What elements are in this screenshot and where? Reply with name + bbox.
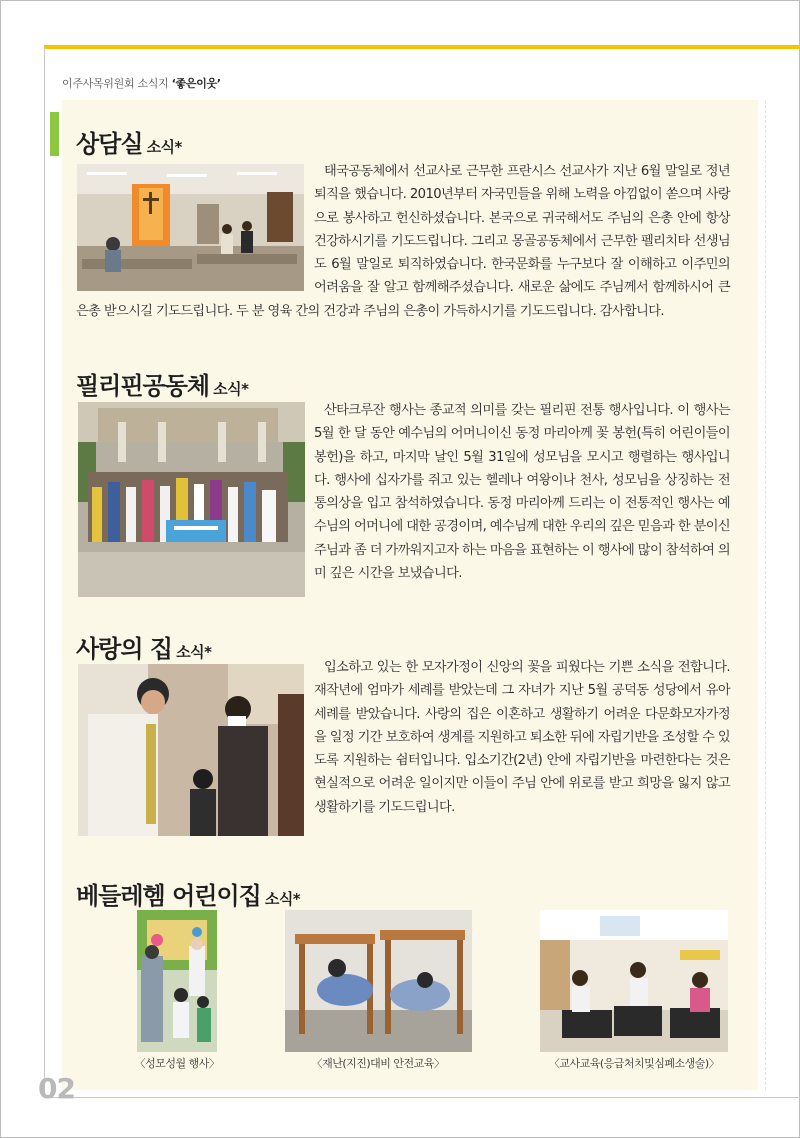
photo-may-mary-event — [137, 910, 217, 1052]
caption-earthquake-drill: 〈재난(지진)대비 안전교육〉 — [311, 1057, 445, 1070]
section-title-bethlehem: 베들레헴 어린이집 소식* — [76, 882, 301, 910]
caption-cpr-training: 〈교사교육(응급처치및심폐소생술)〉 — [548, 1057, 720, 1070]
photo-earthquake-drill — [285, 910, 472, 1052]
bottom-rule — [44, 1097, 800, 1098]
section-text-house-of-love: 입소하고 있는 한 모자가정이 신앙의 꽃을 피웠다는 기쁜 소식을 전합니다. 재작년에 엄마가 세례를 받았는데 그 자녀가 지난 5월 공덕동 성당에서 유아세례를 받았습니다. 사랑의 집은 이혼하고 생활하기 어려운 다문화모자가정을 일정 기간 보호하여 생계를 지원하고 퇴소한 뒤에 자립기반을 조성할 수 있도록 지원하는 쉼터입니다. 입소기간(2년) 안에 자립기반을 마련한다는 것은 현실적으로 어려운 일이지만 이들이 주님 안에 위로를 받고 희망을 잃지 않고 생활하기를 기도드립니다. — [314, 660, 730, 815]
section-marker — [50, 112, 59, 156]
newsletter-header — [62, 75, 221, 91]
newsletter-title: ‘좋은이웃’ — [171, 77, 221, 90]
page-number: 02 — [38, 1072, 75, 1105]
photo-cpr-training — [540, 910, 728, 1052]
left-rule — [44, 48, 45, 1098]
caption-may-mary-event: 〈성모성월 행사〉 — [134, 1057, 220, 1070]
section-title-counseling: 상담실 소식* — [76, 130, 182, 158]
top-accent-rule — [44, 45, 800, 49]
right-dashed-guide — [765, 100, 766, 1090]
section-text-counseling: 태국공동체에서 선교사로 근무한 프란시스 선교사가 지난 6월 말일로 정년퇴직을 했습니다. 2010년부터 자국민들을 위해 노력을 아낌없이 쏟으며 사랑으로 봉사하고 헌신하셨습니다. 본국으로 귀국해서도 주님의 은총 안에 항상 건강하시기를 기도드립니다. 그리고 몽골공동체에서 근무한 펠리치타 선생님도 6월 말일로 퇴직하였습니다. 한국문화를 누구보다 잘 이해하고 이주민의 어려움을 잘 알고 함께해주셨습니다. 새로운 삶에도 주님께서 함께하시어 큰 은총 받으시길 기도드립니다. 두 분 영육 간의 건강과 주님의 은총이 가득하시기를 기도드립니다. 감사합니다. — [76, 164, 730, 319]
section-text-philippine: 산타크루잔 행사는 종교적 의미를 갖는 필리핀 전통 행사입니다. 이 행사는 5월 한 달 동안 예수님의 어머니이신 동정 마리아께 꽃 봉헌(특히 어린이들이 봉헌)을 하고, 마지막 날인 5월 31일에 성모님을 모시고 행렬하는 행사입니다. 행사에 십자가를 쥐고 있는 헬레나 여왕이나 천사, 성모님을 상징하는 전통의상을 입고 참석하였습니다. 동정 마리아께 드리는 이 전통적인 행사는 예수님의 어머니에 대한 공경이며, 예수님께 대한 우리의 깊은 믿음과 한 분이신 주님과 좀 더 가까워지고자 하는 마음을 표현하는 이 행사에 많이 참석하여 의미 깊은 시간을 보냈습니다. — [314, 403, 730, 582]
section-title-house-of-love: 사랑의 집 소식* — [76, 635, 212, 663]
section-title-philippine: 필리핀공동체 소식* — [76, 372, 249, 400]
publisher-label: 이주사목위원회 소식지 — [62, 77, 169, 90]
